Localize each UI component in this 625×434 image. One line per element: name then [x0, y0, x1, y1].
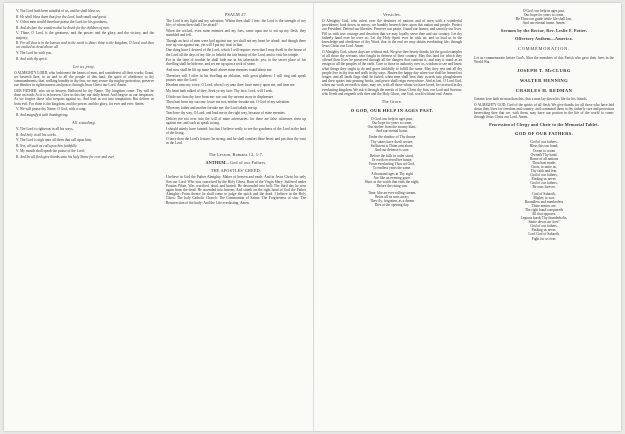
psalm-verse: And now shall he lift up mine head: above mine enemies round about me. — [166, 67, 273, 72]
hymn-line: Dies at the opening day. — [374, 202, 410, 207]
psalm-verse: When my father and mother forsake me: the Lord taketh me up. — [166, 105, 258, 110]
hymn2-stanza — [474, 192, 614, 241]
hymn-line: Finding us never, — [531, 177, 557, 182]
versicle-tag: R. — [16, 132, 20, 137]
versicle-text: And with thy spirit. — [19, 56, 48, 61]
psalm-verse: O tarry thou the Lord's leisure: be strong, and he shall comfort thine heart; and put thou thy trust in the Lord. — [166, 136, 306, 145]
hymn-title: O GOD, OUR HELP IN AGES PAST. — [350, 108, 434, 114]
hymn-line: Home of all nations — [529, 156, 559, 161]
hymn-line: Are like an evening gone; — [373, 176, 411, 181]
hymn-line: Thy saints have dwelt secure; — [370, 139, 414, 144]
prayer-of-thanks: O Almighty God, whose days are without end, We give thee hearty thanks for the good examples of all those thy servants who fought in defense of their country. May this land for which they offered their lives be preserved through all the dangers that confront it, and may it stand as an ensign to all the peoples of the earth. Give to those in authority over us, wisdom to see and know what things they ought to do and grace faithfully to fulfill the same. May they rest and all thy people live in thy fear and walk in thy ways. Hasten the happy day when war shall be learned no longer, and all lands flags shall be furled; when men shall beat their swords into ploughshares and their spears into pruning hooks, and peace shall reign everywhere. And at last, O Lord God, when our work on earth is done, may we, with all those whom we have loved, be received in thy everlasting kingdom. We ask it through the merits of Jesus Christ thy Son, our Lord and Saviour, who liveth and reigneth with thee and the Holy Ghost, one God, world without end. Amen. — [322, 49, 462, 96]
let-us-pray-heading: Let us pray. — [72, 63, 96, 69]
grace-heading: The Grace. — [381, 99, 403, 105]
versicle-text: The Lord hath been mindful of us, and he shall bless us; — [19, 9, 101, 13]
hymn-line: God of our fathers, — [530, 181, 558, 186]
hymn-line: Mighty to war, — [533, 195, 555, 200]
versicle-line — [14, 138, 154, 142]
commemoration-text: Let us commemorate before God's Altar the members of this Parish who gave their lives in the World War. — [474, 55, 614, 64]
hymn-line: And our eternal home. — [375, 129, 409, 134]
psalm-verse: The Lord is my light and my salvation; Whom then shall I fear: the Lord is the strength of my life; of whom then shall I be afraid? — [166, 19, 306, 28]
hymn-line: Grow, to unite us, — [531, 164, 557, 169]
hymn-line: From everlasting Thou art God, — [369, 161, 415, 166]
hymn-line: God of our fathers, — [530, 173, 558, 178]
versicle-line — [14, 57, 154, 61]
versicle-line — [14, 51, 154, 55]
versicle-line — [14, 133, 154, 137]
procession-line: Procession of Clergy and Choir to the Memorial Tablet. — [489, 122, 599, 128]
hymn-line: Boundless and numberless — [524, 199, 564, 204]
hymn-line: And our defense is sure. — [374, 147, 410, 152]
hymn-line: Under the shadow of Thy throne — [368, 135, 416, 140]
hymn-line: Owneth Thy hand. — [530, 152, 558, 157]
versicle-tag: R. — [16, 14, 20, 19]
commemoration-title: COMMEMORATION. — [517, 46, 571, 52]
versicle-line — [14, 113, 154, 117]
versicle-line — [14, 155, 154, 159]
versicle-tag: R. — [16, 143, 20, 148]
creed-title: THE APOSTLES' CREED. — [210, 168, 262, 174]
versicle-tag: V. — [16, 50, 20, 55]
psalm-verse: Deliver me not over into the will of mine adversaries: for there are false witnesses risen up against me, and such as speak wrong. — [166, 116, 306, 126]
psalm-verse: Therefore will I offer in his dwelling an oblation, with great gladness: I will sing and speak praises unto the Lord. — [166, 73, 306, 82]
hymn-stanza — [322, 154, 462, 170]
psalm-verse: For in the time of trouble he shall hide me in his tabernacle: yea, in the secret place of his dwelling shall he hide me, and set me up upon a rock of stone. — [166, 58, 306, 67]
versicle-line — [14, 20, 154, 24]
hymn-final-stanza — [474, 9, 614, 25]
memorial-name: JOSEPH T. McCLURG — [517, 67, 571, 73]
hymn-line: Be Thou our guide while life shall last, — [515, 17, 573, 22]
versicle-line — [14, 144, 154, 148]
lesson-heading: The Lesson, Romans 12, 1-7. — [208, 152, 264, 158]
versicle-text: Thine, O Lord, is the greatness, and the power, and the glory, and the victory, and the majesty; — [16, 31, 154, 40]
hymn-stanza — [322, 117, 462, 133]
versicle-tag: R. — [16, 154, 20, 159]
greater-love-text: Greater love hath no man than this, that a man lay down his life for his friends. — [474, 96, 588, 101]
versicle-line — [14, 9, 154, 13]
versicle-text: The Lord is nigh unto all them that call upon him; — [19, 138, 92, 143]
psalm-verse: Hearken unto my voice, O Lord, when I cry unto thee: have mercy upon me, and hear me. — [166, 83, 296, 88]
hymn-line: Our hope for years to come, — [371, 121, 413, 126]
versicle-text: My mouth shall speak the praise of the Lord; — [19, 149, 85, 154]
versicle-text: And holy in all his works. — [19, 132, 57, 137]
versicle-line — [14, 107, 154, 111]
sermon-line: Sermon by the Rector, Rev. Leslie F. Potter. — [500, 28, 588, 34]
hymn-line: The right hand conquereth — [524, 207, 564, 212]
versicle-tag: R. — [16, 25, 20, 30]
hymn-line: Sufficient is Thine arm alone, — [370, 143, 414, 148]
prayer-for-nation: O Almighty God, who rulest over the destinies of nations and of men with a wonderful providence; look down, in mercy, we humbly beseech thee, upon this nation and people. Protect our President. Defend our liberties. Preserve our peace. Guard our homes, and sanctify our lives. Fill us with true courage and devotion that we may loyally serve thee and our country. Let thy fatherly hand ever be over us; Let thy Holy Spirit ever be with us; and so lead us in the knowledge and obedience of thy Word, that in the end we may obtain everlasting life; through Jesus Christ our Lord. Amen. — [322, 19, 462, 49]
versicle-line — [14, 15, 154, 19]
versicle-text: And declare the wonders that he doeth for the children of men. — [19, 25, 110, 30]
hymn-line: Bless this our band; — [529, 144, 559, 149]
collect-prayer: O ALMIGHTY LORD, who fashionest the hearts of men, and considerest all their works: Grant, we beseech thee, to us and to all the people of this land, the spirit of obedience to thy commandments; that, walking humbly in thy fear, we may secure thy mighty protection, preserve our liberties in righteousness and peace; through Jesus Christ our Lord. Amen. — [14, 70, 154, 88]
column-1 — [14, 9, 154, 161]
versicle-tag: V. — [16, 20, 20, 25]
closing-versicles — [14, 127, 154, 159]
creed-text: I believe in God the Father Almighty, Maker of heaven and earth: And in Jesus Christ his only Son our Lord: Who was conceived by the Holy Ghost, Born of the Virgin Mary: Suffered under Pontius Pilate, Was crucified, dead, and buried: He descended into hell; The third day he rose again from the dead: He ascended into heaven, And sitteth on the right hand of God the Father Almighty: From thence he shall come to judge the quick and the dead. I believe in the Holy Ghost: The holy Catholic Church: The Communion of Saints: The Forgiveness of sins: The Resurrection of the body: And the Life everlasting. Amen. — [166, 175, 306, 205]
psalm-text — [166, 19, 306, 145]
hymn-line: Smite down our foes! — [528, 220, 560, 225]
hymn-line: O God, our help in ages past, — [523, 9, 565, 13]
anthem-label: ANTHEM — [205, 160, 226, 166]
hymn-line: Ocean to ocean — [532, 148, 556, 153]
psalm-verse: O hide not thou thy face from me: nor cast thy servant away in displeasure. — [166, 94, 275, 99]
hymn2-stanza — [474, 140, 614, 189]
versicle-tag: V. — [16, 9, 20, 13]
column-2 — [166, 9, 306, 206]
versicle-text: The Lord be with you. — [19, 50, 53, 55]
offertory-line: Offertory Anthem—America. — [514, 36, 574, 42]
hymn-line: Before the rising sun. — [376, 184, 408, 189]
versicle-line — [14, 26, 154, 30]
opening-versicles — [14, 9, 154, 61]
memorial-prayer: O ALMIGHTY GOD, God of the spirits of all flesh; We give thanks for all those who have laid down their lives for freedom and country; and commend them to thy fatherly care and protection beseeching thee that we, with them, may have our portion in the life of the world to come; through Jesus Christ our Lord. Amen. — [474, 102, 614, 120]
hymn2-stanzas — [474, 140, 614, 240]
versicle-tag: R. — [16, 41, 20, 46]
versicle-text: And magnify it with thanksgiving. — [19, 112, 69, 117]
psalm-title: PSALM 27. — [224, 12, 248, 17]
hymn-line: Thou hast made: — [532, 160, 556, 165]
versicle-text: And let all flesh give thanks unto his holy Name for ever and ever. — [19, 154, 115, 159]
hymn-line: A thousand ages in Thy sight — [371, 172, 413, 177]
versicle-tag: V. — [16, 126, 20, 131]
psalm-verse: My heart hath talked of thee, Seek ye my face: Thy face, Lord, will I seek. — [166, 88, 274, 93]
versicle-text: Yea, all such as call upon him faithfully. — [20, 143, 78, 148]
hymn-line: Bears all its sons away; — [375, 194, 409, 199]
praise-versicles — [14, 107, 154, 117]
hymn-line: Before the hills in order stood, — [370, 153, 414, 158]
versicle-line — [14, 41, 154, 49]
anthem-name: —God of our Fathers. — [225, 160, 267, 166]
program-sheet — [4, 3, 621, 431]
psalm-verse: When the wicked, even mine enemies and my foes, came upon me to eat up my flesh, they stumbled and fell. — [166, 28, 306, 37]
hymn-line: Legions bards Thy thunderbolts, — [520, 216, 568, 221]
versicle-tag: R. — [16, 56, 20, 61]
hymn-line: God of Sabaoth, — [532, 191, 556, 196]
hymn-line: Or earth received her frame, — [371, 157, 413, 162]
lords-prayer: OUR FATHER, who art in heaven, Hallowed be thy Name. Thy kingdom come. Thy will be done on earth, As it is in heaven. Give us this day our daily bread. And forgive us our trespasses, As we forgive those who trespass against us. And lead us not into temptation, But deliver us from evil: For thine is the kingdom, and the power, and the glory, for ever and ever. Amen. — [14, 88, 154, 106]
hymn-line: Lord God of Sabaoth, — [528, 232, 560, 237]
hymn-line: Our hope for years to come, — [523, 13, 565, 18]
hymn-line: Be ours forever. — [532, 185, 556, 190]
versicle-text: We will praise thy Name, O God, with a song; — [19, 107, 87, 112]
psalm-verse: One thing have I desired of the Lord, which I will require: even that I may dwell in the house of the Lord all the days of my life, to behold the fair beauty of the Lord, and to visit his temple. — [166, 48, 306, 57]
all-standing-heading: All standing. — [71, 119, 96, 125]
versicle-text: For all that is in the heaven and in the earth is thine; thine is the kingdom, O Lord, and thou art exalted as head above all. — [16, 41, 155, 50]
memorial-name: CHARLES H. REDMAN — [515, 87, 573, 93]
hymn-line: And our eternal home. Amen. — [522, 21, 566, 26]
versicle-tag: V. — [16, 31, 20, 36]
hymn-line: Our shelter from the stormy blast, — [367, 125, 417, 130]
hymn-stanza — [322, 172, 462, 188]
psalm-verse: Though an host of men were laid against me, yet shall not my heart be afraid: and though there rose up war against me, yet will I put my trust in him. — [166, 38, 306, 47]
hymn-line: They fly, forgotten, as a dream — [369, 198, 415, 203]
versicle-tag: R. — [16, 112, 20, 117]
versicle-text: He shall bless them that fear the Lord, both small and great. — [20, 14, 107, 19]
versicle-tag: V. — [16, 138, 20, 143]
versicle-text: O that men would therefore praise the Lord for his goodness, — [19, 20, 108, 25]
anthem-heading — [166, 160, 306, 165]
hymn-stanza — [322, 191, 462, 207]
hymn-stanzas — [322, 117, 462, 207]
memorial-name: WALTER HENNING — [519, 77, 569, 83]
hymn-line: Short as the watch that ends the night, — [364, 180, 420, 185]
versicle-line — [14, 31, 154, 39]
versicle-line — [14, 149, 154, 153]
versicle-text: The Lord is righteous in all his ways, — [19, 126, 74, 131]
psalm-verse: I should utterly have fainted: but that I believe verily to see the goodness of the Lord in the land of the living. — [166, 126, 306, 135]
hymn2-title: GOD OF OUR FATHERS. — [514, 131, 574, 137]
hymn-stanza — [322, 135, 462, 151]
versicle-line — [14, 127, 154, 131]
hymn-line: Finding us never, — [531, 228, 557, 233]
psalm-verse: Teach me thy way, O Lord: and lead me in the right way, because of mine enemies. — [166, 111, 286, 116]
hymn-line: O God, our help in ages past, — [371, 117, 413, 122]
hymn-line: Thine armies are. — [531, 203, 557, 208]
hymn-line: To endless years the same. — [372, 166, 412, 171]
versicles-title: Versicles. — [382, 12, 402, 17]
column-3 — [322, 9, 462, 209]
versicle-tag: V. — [16, 149, 20, 154]
memorial-names — [474, 67, 614, 94]
hymn-line: Time, like an ever-rolling stream, — [367, 190, 417, 195]
hymn-line: God of our fathers, — [530, 224, 558, 229]
hymn-line: God of our fathers, — [530, 140, 558, 145]
page-fold — [313, 3, 314, 431]
versicle-tag: V. — [16, 107, 20, 112]
hymn-line: Thy faith and fear. — [530, 169, 558, 174]
column-4 — [474, 9, 614, 243]
hymn-line: All that opposes; — [531, 211, 557, 216]
psalm-verse: Thou hast been my succour: leave me not, neither forsake me, O God of my salvation. — [166, 100, 290, 105]
hymn-line: Fight for us ever. — [531, 236, 557, 241]
